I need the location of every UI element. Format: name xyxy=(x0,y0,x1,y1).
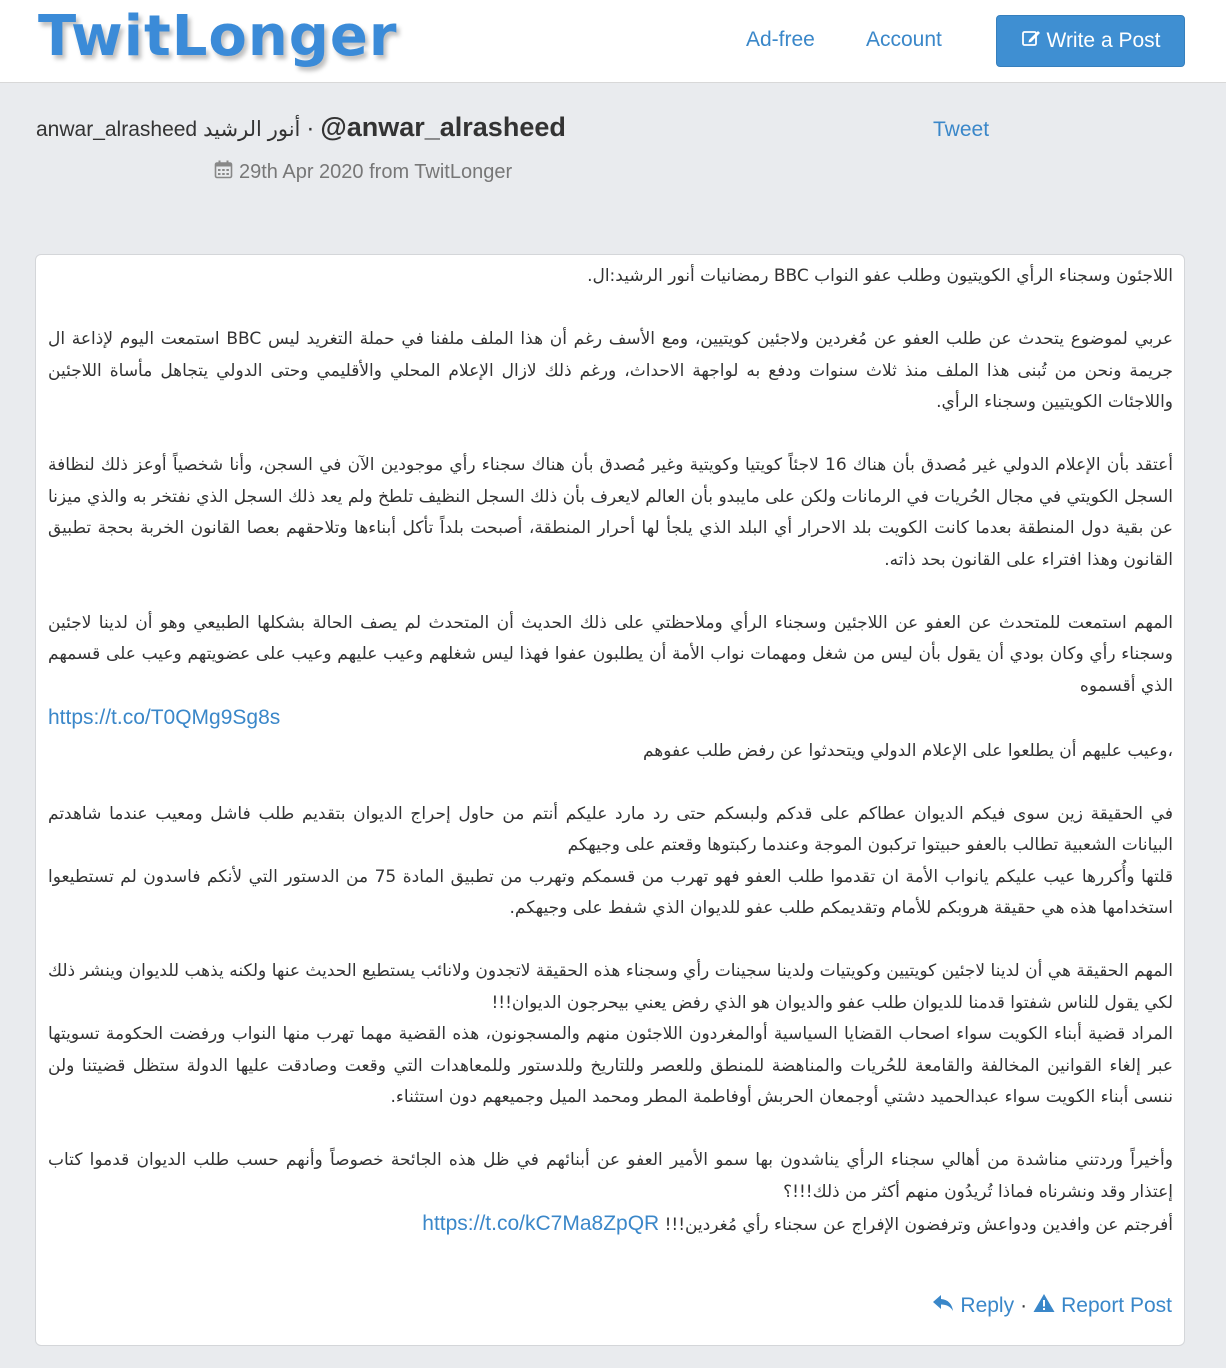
post-body xyxy=(48,261,1173,1273)
actions-separator: · xyxy=(1020,1294,1028,1317)
post-link[interactable]: https://t.co/kC7Ma8ZpQR xyxy=(422,1212,660,1235)
post-paragraph xyxy=(48,956,1173,1114)
post-text: وأخيراً وردتني مناشدة من أهالي سجناء الرأي يناشدون بها سمو الأمير العفو عن أبنائهم في ظل هذه الجائحة خصوصاً وأنهم حسب طلب الديوان قدموا كتاب إعتذار وقد ونشرناه فماذا تُريدُون منهم أكثر من ذلك!!!؟ xyxy=(48,1150,1173,1202)
post-paragraph: عربي لموضوع يتحدث عن طلب العفو عن مُغردين ولاجئين كويتيين، ومع الأسف رغم أن هذا الملف ملفنا في حملة التغريد ليس BBC استمعت اليوم لإذاعة ال جريمة ونحن من تُبنى هذا الملف منذ ثلاث سنوات ودفع به لواجهة الاحداث، ورغم ذلك لازال الإعلام المحلي والأقليمي وحتى الدولي يتجاهل مأساة اللاجئين واللاجئات الكويتيين وسجناء الرأي. xyxy=(48,329,1173,412)
post-text: المهم استمعت للمتحدث عن العفو عن اللاجئين وسجناء الرأي وملاحظتي على ذلك الحديث أن المتحدث لم يصف الحالة بشكلها الطبيعي وهو أن لدينا لاجئين وسجناء رأي وكان بودي أن يقول بأن ليس من شغل ومهمات نواب الأمة أن يطلبون عفوا فهذا ليس شغلهم وعيب عليهم وعيب على عضويتهم وعيب على قسمهم الذي أقسموه xyxy=(48,612,1173,696)
post-paragraph xyxy=(48,799,1173,925)
author-separator: · xyxy=(306,115,315,142)
post-link[interactable]: https://t.co/T0QMg9Sg8s xyxy=(48,706,281,729)
post-actions xyxy=(932,1293,1172,1319)
warning-icon xyxy=(1033,1293,1055,1319)
write-post-button[interactable] xyxy=(996,15,1185,67)
report-post-label: Report Post xyxy=(1061,1294,1172,1317)
tweet-link[interactable]: Tweet xyxy=(933,118,990,141)
reply-label: Reply xyxy=(960,1294,1015,1317)
post-date xyxy=(214,160,512,185)
write-post-label: Write a Post xyxy=(1046,29,1161,52)
post-text: في الحقيقة زين سوى فيكم الديوان عطاكم على قدكم ولبسكم حتى رد مارد عليكم أنتم من حاول إحراج الديوان بتقديم طلب فاشل ومعيب عندما شاهدتم البيانات الشعبية تطالب بالعفو حبيتوا تركبون الموجة وعندما ركبتوها وقعتم على وجيهكم xyxy=(48,803,1173,855)
nav-account-link[interactable]: Account xyxy=(866,28,942,51)
reply-icon xyxy=(932,1294,954,1318)
post-date-text: 29th Apr 2020 from TwitLonger xyxy=(239,161,513,183)
post-text: قلتها وأُكررها عيب عليكم يانواب الأمة ان تقدموا طلب العفو فهو تهرب من قسمكم وتهرب من تطبيق المادة 75 من الدستور التي لأنكم فاسدون لم تستطيعوا استخدامها هذه هي حقيقة هروبكم للأمام وتقديمكم طلب عفو للديوان الذي شفط على وجيهكم. xyxy=(48,866,1173,918)
post-author xyxy=(36,112,566,148)
post-text xyxy=(48,1208,1173,1242)
post-paragraph: أعتقد بأن الإعلام الدولي غير مُصدق بأن هناك 16 لاجئاً كويتيا وكويتية وغير مُصدق بأن هناك سجناء رأي موجودين الآن في السجن، وأنا شخصياً أوعز ذلك لنظافة السجل الكويتي في مجال الحُريات في الرمانات ولكن على مايبدو بأن العالم لايعرف بأن ذلك السجل النظيف تلطخ ولم يعد ذلك السجل الذي نفتخر به والذي ميزنا عن بقية دول المنطقة بعدما كانت الكويت بلد الاحرار أي البلد الذي يلجأ لها أحرار المنطقة، أصبحت بلداً تأكل أبناءها وتلاحقهم بعصا القانون الخربة بحجة تطبيق القانون وهذا افتراء على القانون بحد ذاته. xyxy=(48,455,1173,570)
post-paragraph: اللاجئون وسجناء الرأي الكويتيون وطلب عفو النواب BBC رمضانيات أنور الرشيد:ال. xyxy=(587,266,1173,286)
report-post-button[interactable] xyxy=(1033,1293,1172,1319)
post-text: أفرجتم عن وافدين ودواعش وترفضون الإفراج عن سجناء رأي مُغردين!!! xyxy=(664,1215,1173,1235)
calendar-icon xyxy=(214,160,233,185)
post-card xyxy=(35,254,1185,1346)
reply-button[interactable] xyxy=(932,1294,1014,1318)
post-paragraph xyxy=(48,1145,1173,1242)
nav-adfree-link[interactable]: Ad-free xyxy=(746,28,815,51)
post-text: المراد قضية أبناء الكويت سواء اصحاب القضايا السياسية أوالمغردون اللاجئون منهم والمسجونون، هذه القضية مهما تهرب منها النواب ورفضت الحكومة تسويتها عبر إلغاء القوانين المخالفة والقامعة للحُريات والمناهضة للمنطق وللعصر وللتاريخ وللدستور وللمعاهدات التي وقعت وصادقت عليها الدولة ستظل قضيتنا ولن ننسى أبناء الكويت سواء عبدالحميد دشتي أوجمعان الحربش أوفاطمة المطر ومحمد الميل وجميعهم دون استثناء. xyxy=(48,1024,1173,1107)
author-handle[interactable]: @anwar_alrasheed xyxy=(320,112,566,142)
author-display-name: أنور الرشيد xyxy=(203,118,301,141)
post-paragraph xyxy=(48,608,1173,768)
post-text: المهم الحقيقة هي أن لدينا لاجئين كويتيين وكويتيات ولدينا سجينات رأي وسجناء هذه الحقيقة لاتجدون ولانائب يستطيع الحديث عنها ولكنه يذهب للديوان وينشر ذلك لكي يقول للناس شفتوا قدمنا للديوان طلب عفو والديوان هو الذي رفض يعني بيحرجون الديوان!!! xyxy=(48,961,1173,1013)
edit-icon xyxy=(1021,28,1041,54)
author-username: anwar_alrasheed xyxy=(36,118,198,141)
top-navbar xyxy=(0,0,1226,83)
post-text: ،وعيب عليهم أن يطلعوا على الإعلام الدولي ويتحدثوا عن رفض طلب عفوهم xyxy=(642,740,1173,761)
twitlonger-logo[interactable]: TwitLonger xyxy=(38,4,398,69)
